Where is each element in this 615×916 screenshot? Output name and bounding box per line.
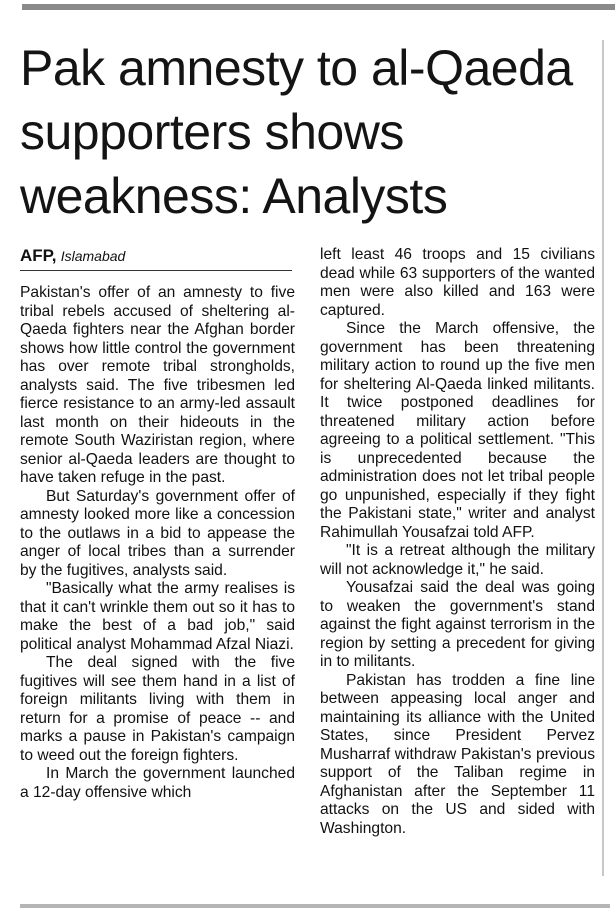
paragraph: Since the March offensive, the government has been threatening military action to round up the five men for sheltering Al-Qaeda linked militants. It twice postponed deadlines for threatened military action before agreeing to a political settlement. "This is unprecedented because the administration does not let tribal people go unpunished, especially if they fight the Pakistani state," writer and analyst Rahimullah Yousafzai told AFP. <box>320 320 595 541</box>
paragraph: Pakistan has trodden a fine line between appeasing local anger and maintaining its alliance with the United States, since President Pervez Musharraf withdraw Pakistan's previous support of the Taliban regime in Afghanistan after the September 11 attacks on the US and sided with Washington. <box>320 671 595 837</box>
paragraph: But Saturday's government offer of amnesty looked more like a concession to the outlaws in a bid to appease the anger of local tribes than a surrender by the fugitives, analysts said. <box>20 487 295 579</box>
headline-line-3: weakness: Analysts <box>20 168 448 224</box>
top-rule <box>22 4 615 10</box>
paragraph: "It is a retreat although the military will not acknowledge it," he said. <box>320 542 595 578</box>
paragraph: Yousafzai said the deal was going to weaken the government's stand against the fight against terrorism in the region by setting a precedent for giving in to militants. <box>320 579 595 670</box>
headline-line-1: Pak amnesty to al-Qaeda <box>20 40 573 96</box>
paragraph: Pakistan's offer of an amnesty to five tribal rebels accused of sheltering al-Qaeda fighters near the Afghan border shows how little control the government has over remote tribal strongholds, analysts said. The five tribesmen led fierce resistance to an army-led assault last month on their hideouts in the remote South Waziristan region, where senior al-Qaeda leaders are thought to have taken refuge in the past. <box>20 284 295 486</box>
article-column-right <box>320 246 595 838</box>
bottom-rule <box>20 904 610 908</box>
paragraph: In March the government launched a 12-day offensive which <box>20 765 295 801</box>
headline <box>20 36 605 228</box>
paragraph: The deal signed with the five fugitives will see them hand in a list of foreign militants living with them in return for a promise of peace -- and marks a pause in Pakistan's campaign to weed out the foreign fighters. <box>20 654 295 764</box>
byline-agency: AFP, <box>20 246 57 265</box>
paragraph: left least 46 troops and 15 civilians dead while 63 supporters of the wanted men were also killed and 163 were captured. <box>320 246 595 319</box>
byline <box>20 246 292 271</box>
paragraph: "Basically what the army realises is that it can't wrinkle them out so it has to make the best of a bad job," said political analyst Mohammad Afzal Niazi. <box>20 580 295 653</box>
byline-location: Islamabad <box>60 248 126 264</box>
headline-line-2: supporters shows <box>20 104 404 160</box>
article-column-left <box>20 284 295 802</box>
